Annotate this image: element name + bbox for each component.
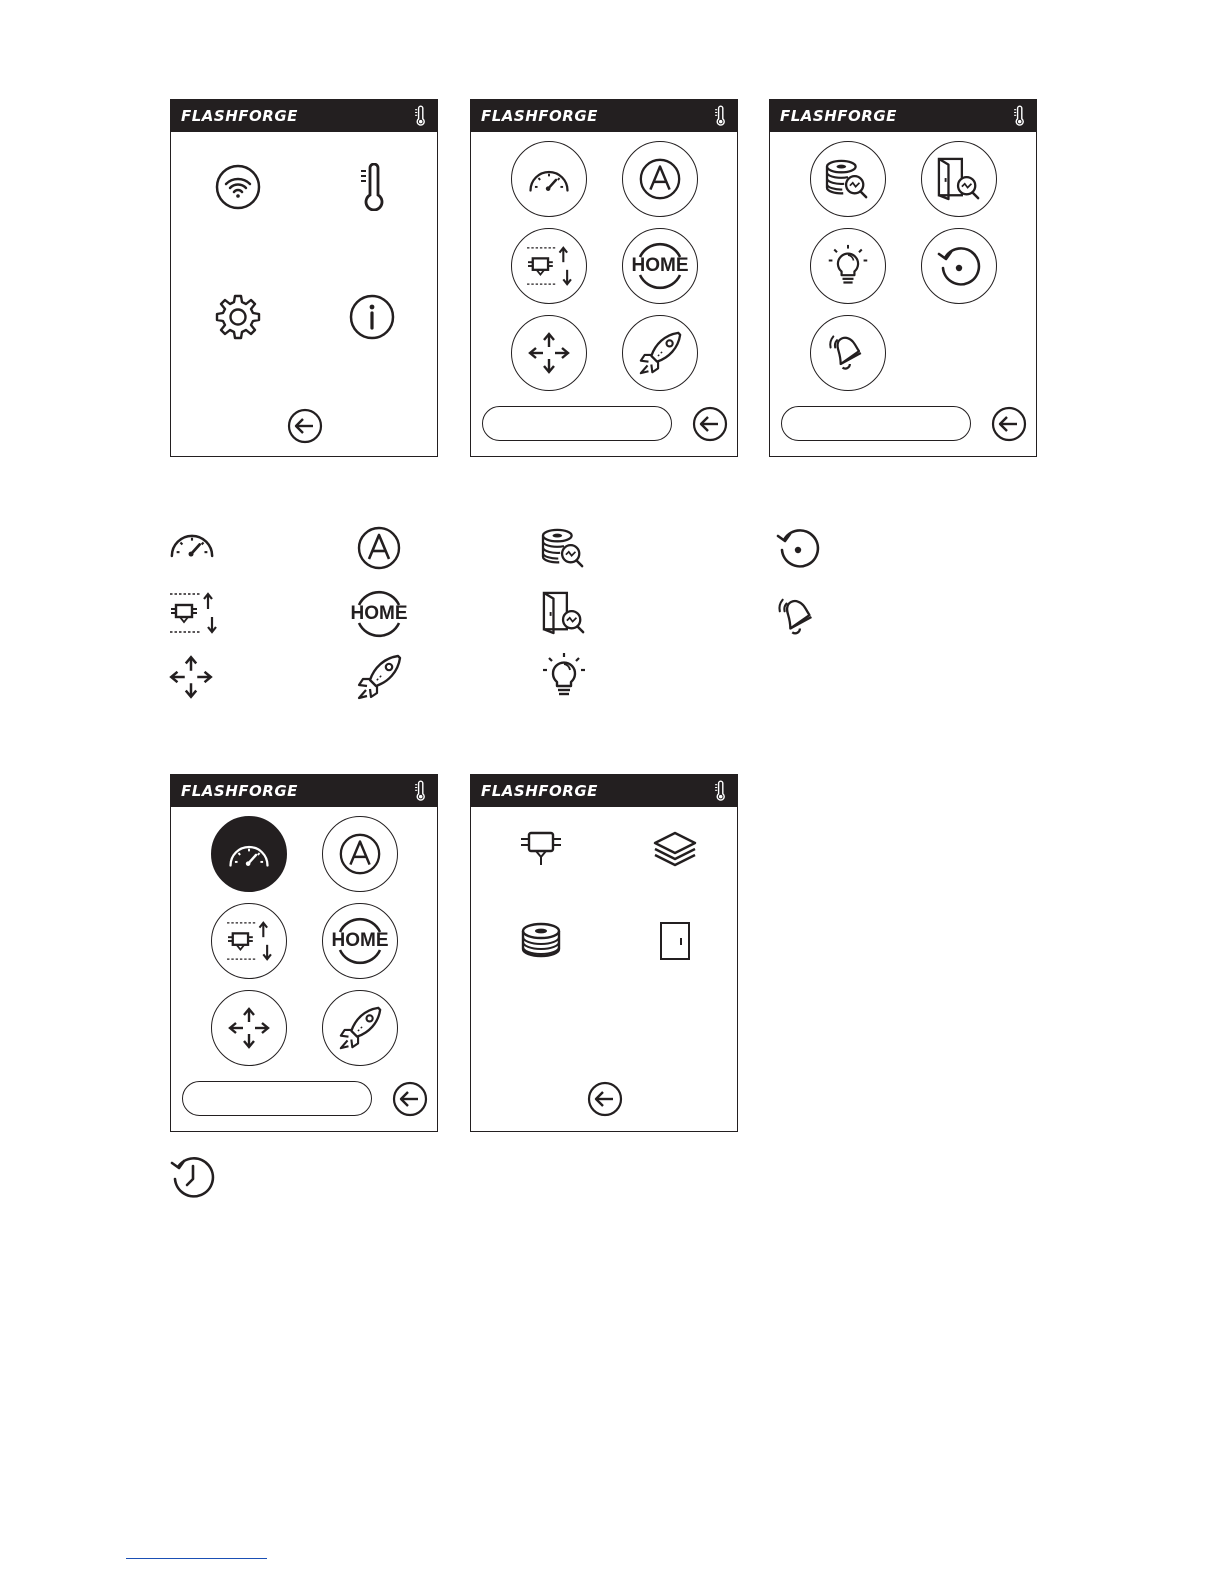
home-button[interactable]	[322, 903, 398, 979]
footer-link-underline	[126, 1558, 267, 1559]
home-label: HOME	[350, 603, 408, 624]
screen-tools-menu-selected	[170, 774, 438, 1132]
top-bar	[171, 775, 437, 807]
rocket-icon	[336, 1004, 384, 1052]
buzzer-button[interactable]	[810, 315, 886, 391]
screen-tools-menu	[470, 99, 738, 457]
home-label: HOME	[631, 255, 689, 276]
rocket-icon	[636, 329, 684, 377]
status-field[interactable]	[781, 406, 971, 441]
thermometer-icon[interactable]	[713, 779, 727, 803]
z-axis-icon	[525, 245, 573, 287]
reset-button[interactable]	[921, 228, 997, 304]
spool-icon	[517, 921, 565, 961]
reset-icon	[774, 524, 822, 572]
screen-settings-menu	[769, 99, 1037, 457]
reset-icon	[935, 242, 983, 290]
brand-logo: FLASHFORGE	[181, 782, 298, 800]
filament-detect-button[interactable]	[810, 141, 886, 217]
filament-detect-icon	[540, 527, 588, 569]
move-button[interactable]	[211, 990, 287, 1066]
brand-logo: FLASHFORGE	[481, 107, 598, 125]
back-button[interactable]	[587, 1081, 623, 1117]
back-button[interactable]	[991, 406, 1027, 442]
thermometer-icon[interactable]	[713, 104, 727, 128]
status-field[interactable]	[182, 1081, 372, 1116]
status-field[interactable]	[482, 406, 672, 441]
top-bar	[471, 775, 737, 807]
thermometer-icon[interactable]	[413, 779, 427, 803]
z-axis-icon	[225, 920, 273, 962]
screen-status	[470, 774, 738, 1132]
speedometer-icon	[227, 839, 271, 869]
door-icon	[658, 921, 692, 961]
thermometer-icon[interactable]	[357, 163, 387, 211]
z-axis-button[interactable]	[511, 228, 587, 304]
auto-level-icon	[337, 831, 383, 877]
door-detect-icon	[935, 157, 983, 201]
back-button[interactable]	[392, 1081, 428, 1117]
back-button[interactable]	[287, 408, 323, 444]
z-axis-icon	[168, 591, 218, 635]
home-button[interactable]	[622, 228, 698, 304]
screen-main-menu	[170, 99, 438, 457]
buzzer-icon	[826, 331, 870, 375]
z-axis-button[interactable]	[211, 903, 287, 979]
light-icon	[826, 244, 870, 288]
top-bar	[770, 100, 1036, 132]
thermometer-icon[interactable]	[1012, 104, 1026, 128]
extruder-icon	[517, 829, 565, 869]
top-bar	[171, 100, 437, 132]
gear-icon[interactable]	[214, 293, 262, 341]
move-button[interactable]	[511, 315, 587, 391]
speed-button-selected[interactable]	[211, 816, 287, 892]
move-icon	[225, 1004, 273, 1052]
info-icon[interactable]	[348, 293, 396, 341]
auto-level-button[interactable]	[622, 141, 698, 217]
history-icon	[169, 1153, 217, 1201]
speedometer-icon	[527, 164, 571, 194]
layers-icon	[651, 829, 699, 869]
door-detect-button[interactable]	[921, 141, 997, 217]
back-button[interactable]	[692, 406, 728, 442]
speed-button[interactable]	[511, 141, 587, 217]
door-detect-icon	[540, 591, 588, 635]
auto-level-icon	[355, 524, 403, 572]
brand-logo: FLASHFORGE	[780, 107, 897, 125]
thermometer-icon[interactable]	[413, 104, 427, 128]
move-icon	[525, 329, 573, 377]
wifi-icon[interactable]	[214, 163, 262, 211]
speedometer-icon	[168, 527, 216, 560]
auto-level-button[interactable]	[322, 816, 398, 892]
light-button[interactable]	[810, 228, 886, 304]
home-icon	[349, 589, 409, 639]
move-icon	[166, 652, 216, 702]
light-icon	[540, 652, 588, 700]
auto-level-icon	[637, 156, 683, 202]
rocket-button[interactable]	[322, 990, 398, 1066]
rocket-icon	[354, 652, 404, 702]
rocket-button[interactable]	[622, 315, 698, 391]
home-label: HOME	[331, 930, 389, 951]
buzzer-icon	[775, 594, 821, 640]
top-bar	[471, 100, 737, 132]
brand-logo: FLASHFORGE	[481, 782, 598, 800]
filament-detect-icon	[824, 158, 872, 200]
brand-logo: FLASHFORGE	[181, 107, 298, 125]
